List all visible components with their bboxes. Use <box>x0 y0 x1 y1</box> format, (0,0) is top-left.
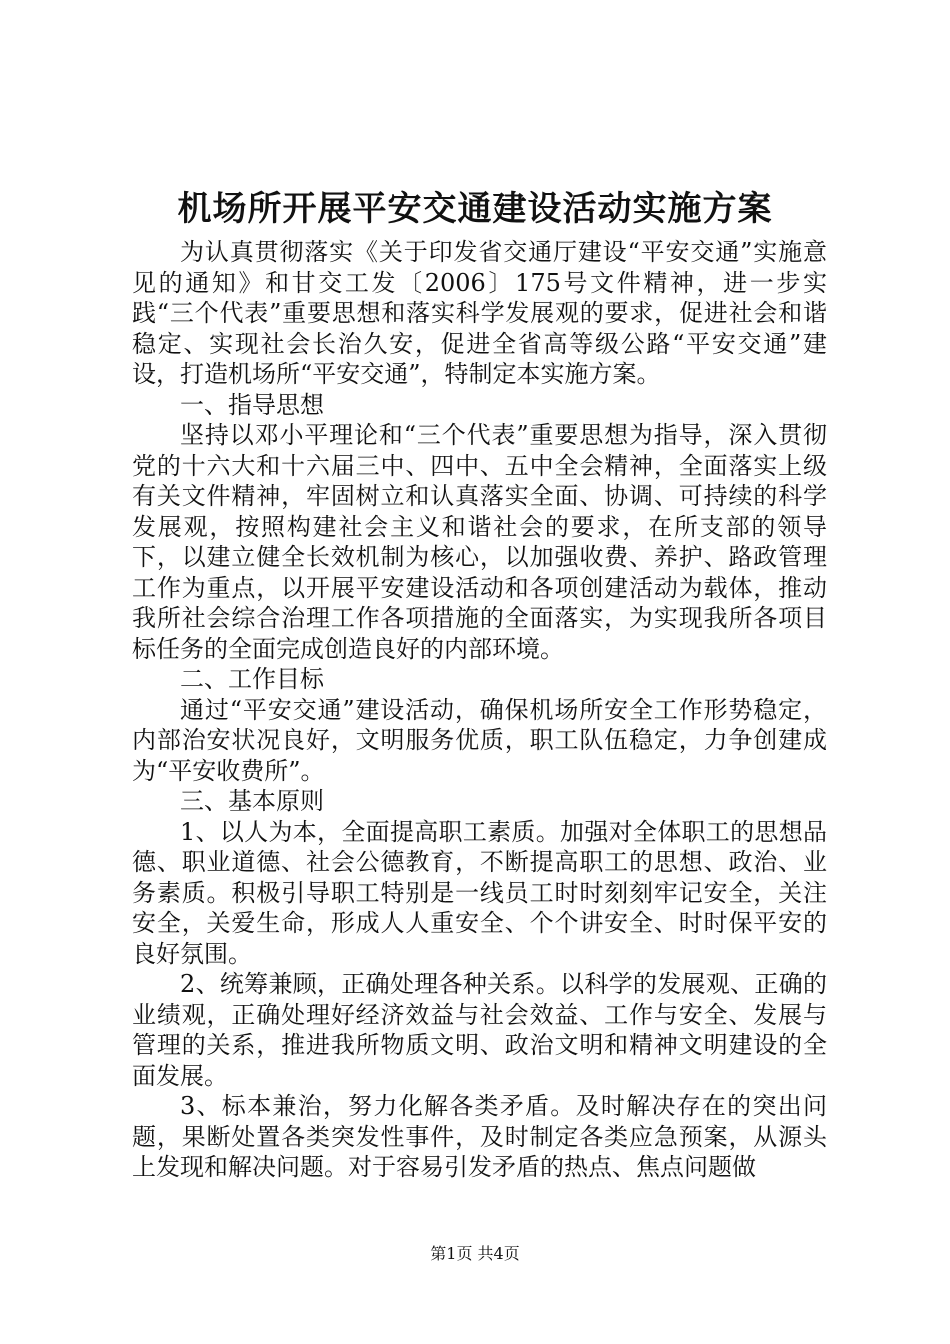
principle-1-paragraph: 1、以人为本，全面提高职工素质。加强对全体职工的思想品德、职业道德、社会公德教育，不断提高职工的思想、政治、业务素质。积极引导职工特别是一线员工时时刻刻牢记安全，关注安全，关爱生命，形成人人重安全、个个讲安全、时时保平安的良好氛围。 <box>132 817 827 968</box>
document-title: 机场所开展平安交通建设活动实施方案 <box>177 189 773 229</box>
section-heading-guiding-ideology: 一、指导思想 <box>180 390 324 419</box>
document-body <box>132 237 827 1183</box>
page-number-footer: 第1页 共4页 <box>430 1244 520 1263</box>
section-heading-basic-principles: 三、基本原则 <box>180 787 324 815</box>
principle-2-paragraph: 2、统筹兼顾，正确处理各种关系。以科学的发展观、正确的业绩观，正确处理好经济效益与社会效益、工作与安全、发展与管理的关系，推进我所物质文明、政治文明和精神文明建设的全面发展。 <box>132 970 827 1090</box>
section-heading-work-goals: 二、工作目标 <box>180 665 324 693</box>
work-goals-paragraph: 通过“平安交通”建设活动，确保机场所安全工作形势稳定，内部治安状况良好，文明服务优质，职工队伍稳定，力争创建成为“平安收费所”。 <box>132 695 827 785</box>
principle-3-paragraph: 3、标本兼治，努力化解各类矛盾。及时解决存在的突出问题，果断处置各类突发性事件，及时制定各类应急预案，从源头上发现和解决问题。对于容易引发矛盾的热点、焦点问题做 <box>132 1092 827 1181</box>
guiding-ideology-paragraph: 坚持以邓小平理论和“三个代表”重要思想为指导，深入贯彻党的十六大和十六届三中、四中、五中全会精神，全面落实上级有关文件精神，牢固树立和认真落实全面、协调、可持续的科学发展观，按照构建社会主义和谐社会的要求，在所支部的领导下，以建立健全长效机制为核心，以加强收费、养护、路政管理工作为重点，以开展平安建设活动和各项创建活动为载体，推动我所社会综合治理工作各项措施的全面落实，为实现我所各项目标任务的全面完成创造良好的内部环境。 <box>132 421 827 663</box>
intro-paragraph: 为认真贯彻落实《关于印发省交通厅建设“平安交通”实施意见的通知》和甘交工发〔2006〕175号文件精神，进一步实践“三个代表”重要思想和落实科学发展观的要求，促进社会和谐稳定、实现社会长治久安，促进全省高等级公路“平安交通”建设，打造机场所“平安交通”，特制定本实施方案。 <box>132 238 827 388</box>
